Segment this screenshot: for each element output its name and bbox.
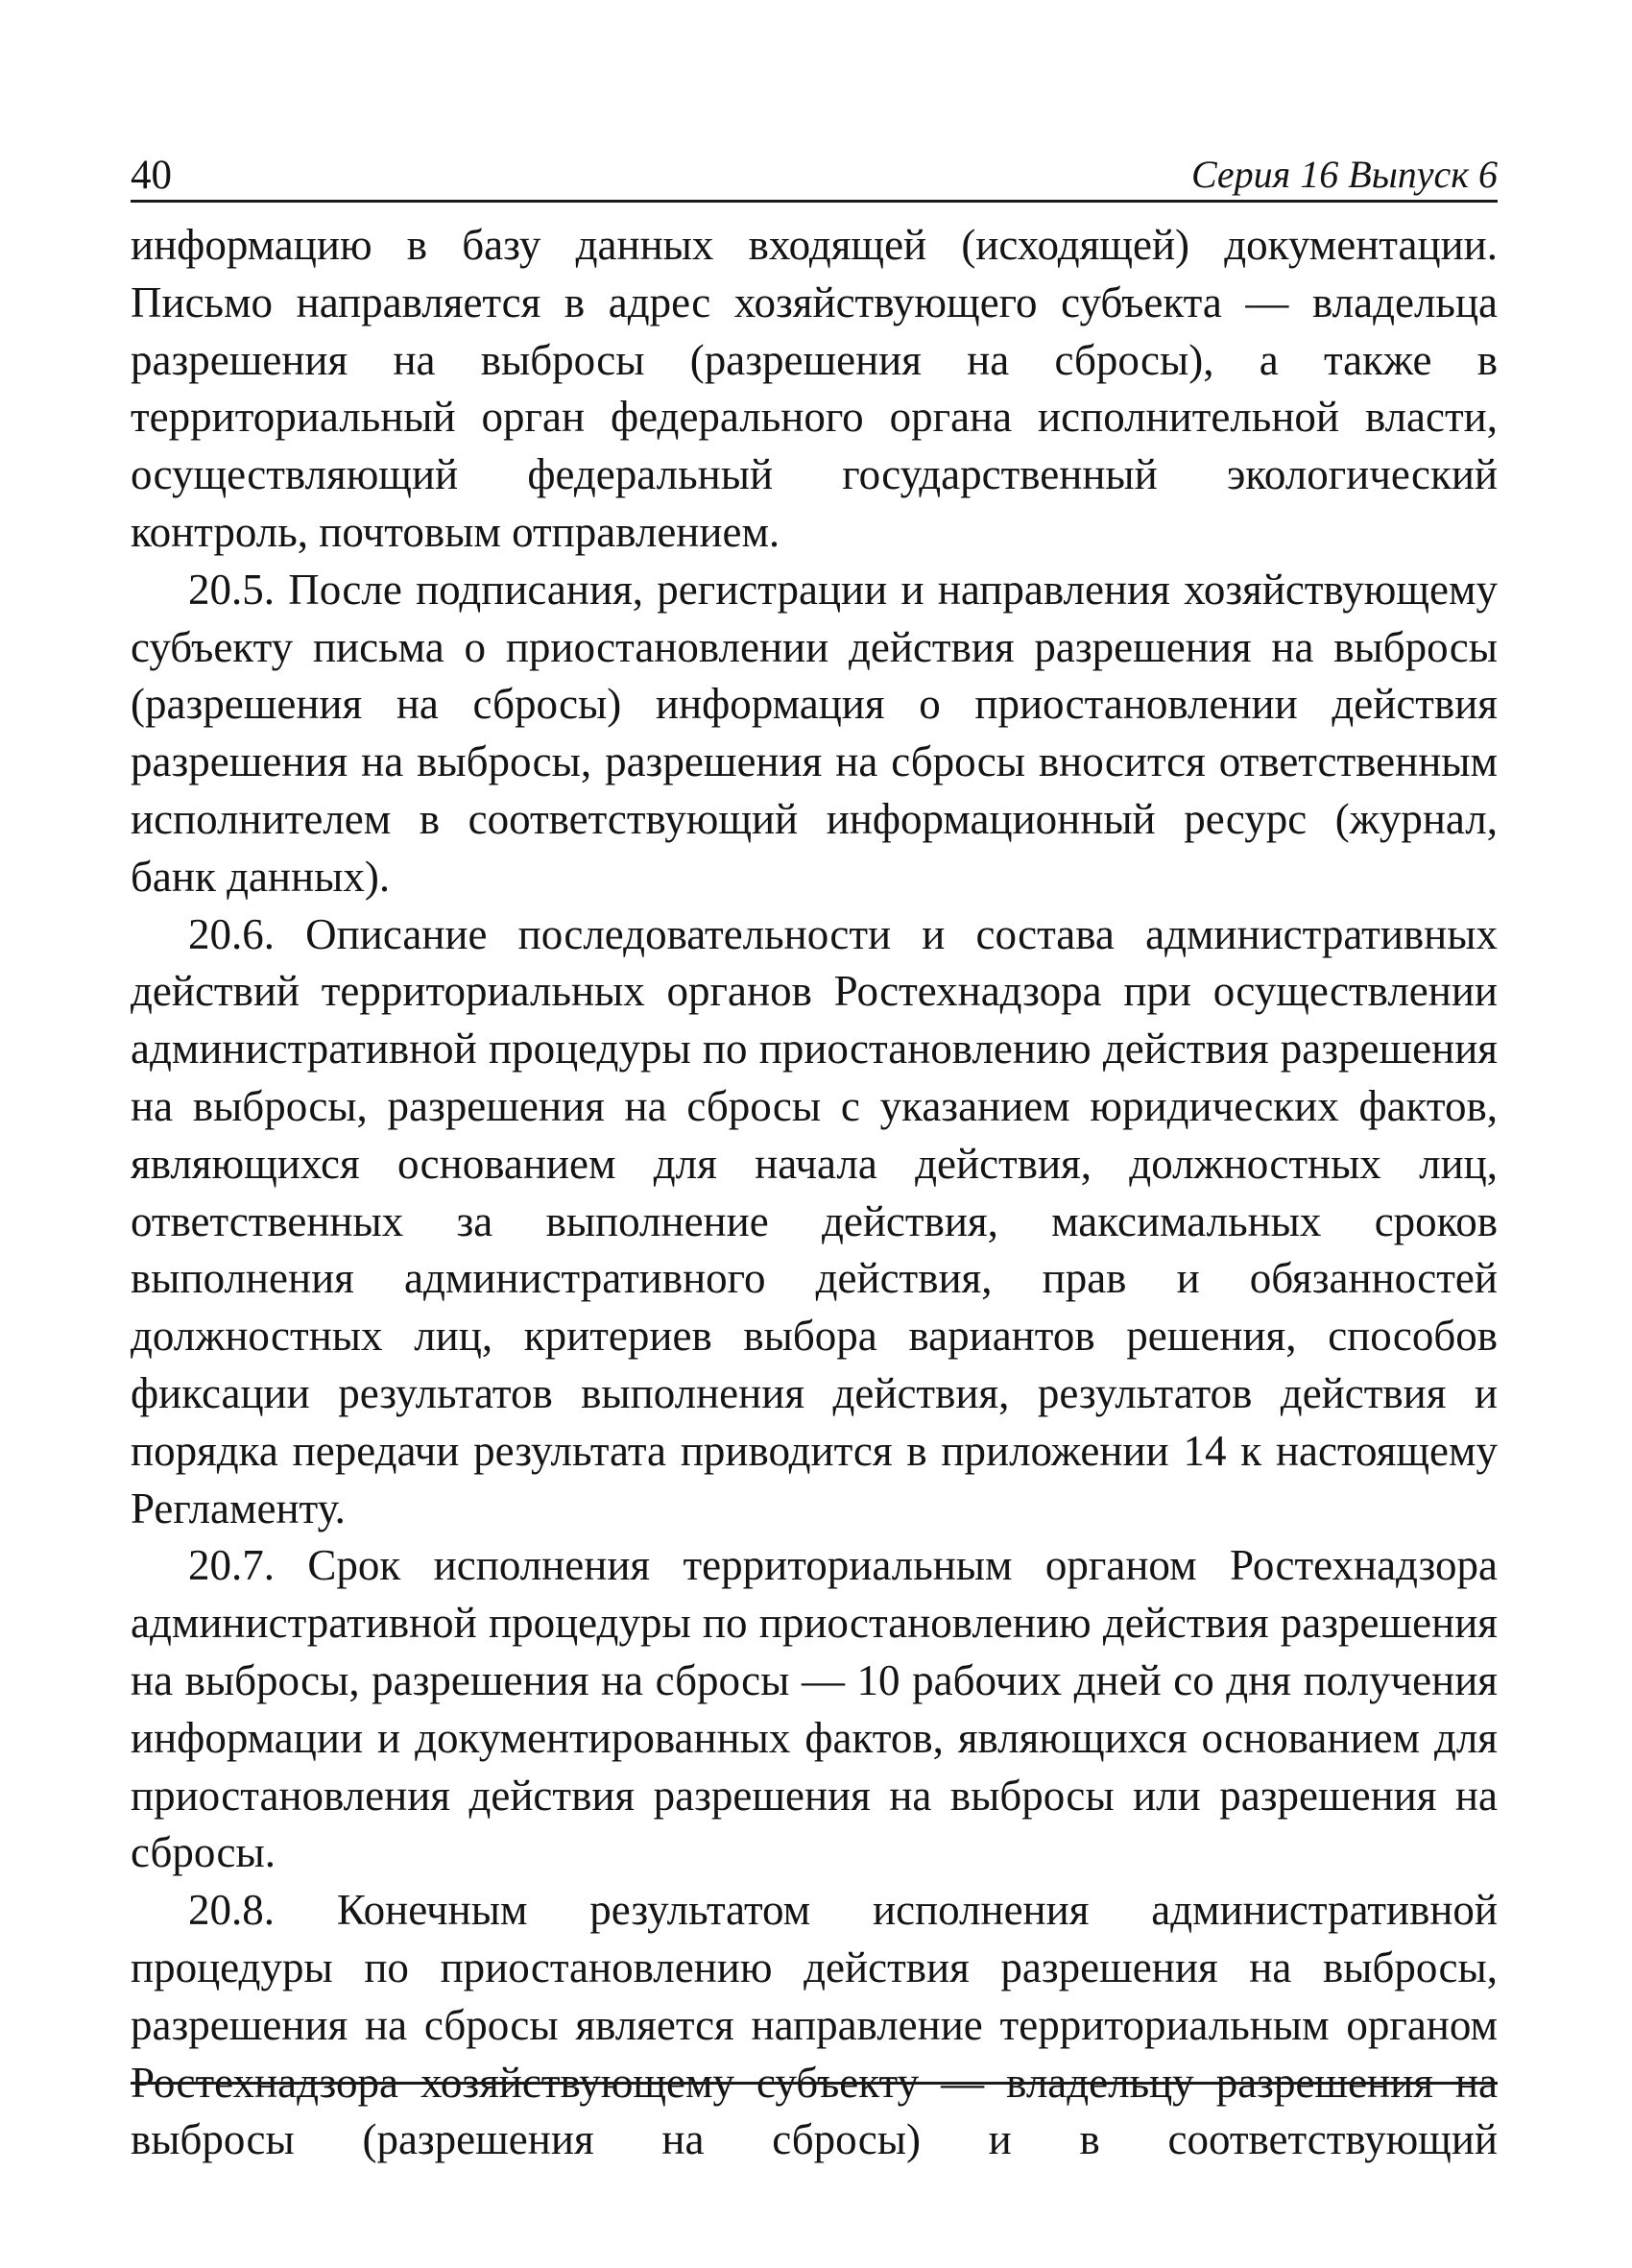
paragraph-20-7: 20.7. Срок исполнения территориальным органом Ростехнадзора административной процедуры по приостановлению действия разрешения на выбросы, разрешения на сбросы — 10 рабочих дней со дня получения информации и документированных фактов, являющихся основанием для приостановления действия разрешения на выбросы или разрешения на сбросы. bbox=[131, 1541, 1498, 1877]
page-header bbox=[131, 144, 1498, 203]
footer-rule bbox=[131, 2082, 1498, 2085]
body-text bbox=[131, 217, 1498, 2169]
page-number: 40 bbox=[131, 153, 172, 198]
paragraph-20-6: 20.6. Описание последовательности и состава административных действий территориальных органов Ростехнадзора при осуществлении административной процедуры по приостановлению действия разрешения на выбросы, разрешения на сбросы с указанием юридических фактов, являющихся основанием для начала действия, должностных лиц, ответственных за выполнение действия, максимальных сроков выполнения административного действия, прав и обязанностей должностных лиц, критериев выбора вариантов решения, способов фиксации результатов выполнения действия, результатов действия и порядка передачи результата приводится в приложении 14 к настоящему Регламенту. bbox=[131, 909, 1498, 1532]
running-title: Серия 16 Выпуск 6 bbox=[1190, 153, 1498, 196]
paragraph-20-8: 20.8. Конечным результатом исполнения административной процедуры по приостановлению действия разрешения на выбросы, разрешения на сбросы является направление территориальным органом Ростехнадзора хозяйствующему субъекту — владельцу разрешения на выбросы (разрешения на сбросы) и в соответствующий bbox=[131, 1886, 1498, 2164]
paragraph-20-5: 20.5. После подписания, регистрации и направления хозяйствующему субъекту письма о приостановлении действия разрешения на выбросы (разрешения на сбросы) информация о приостановлении действия разрешения на выбросы, разрешения на сбросы вносится ответственным исполнителем в соответствующий информационный ресурс (журнал, банк данных). bbox=[131, 565, 1498, 901]
paragraph-continuation: информацию в базу данных входящей (исходящей) документации. Письмо направляется в адрес хозяйствующего субъекта — владельца разрешения на выбросы (разрешения на сбросы), а также в территориальный орган федерального органа исполнительной власти, осуществляющий федеральный государственный экологический контроль, почтовым отправлением. bbox=[131, 221, 1498, 556]
